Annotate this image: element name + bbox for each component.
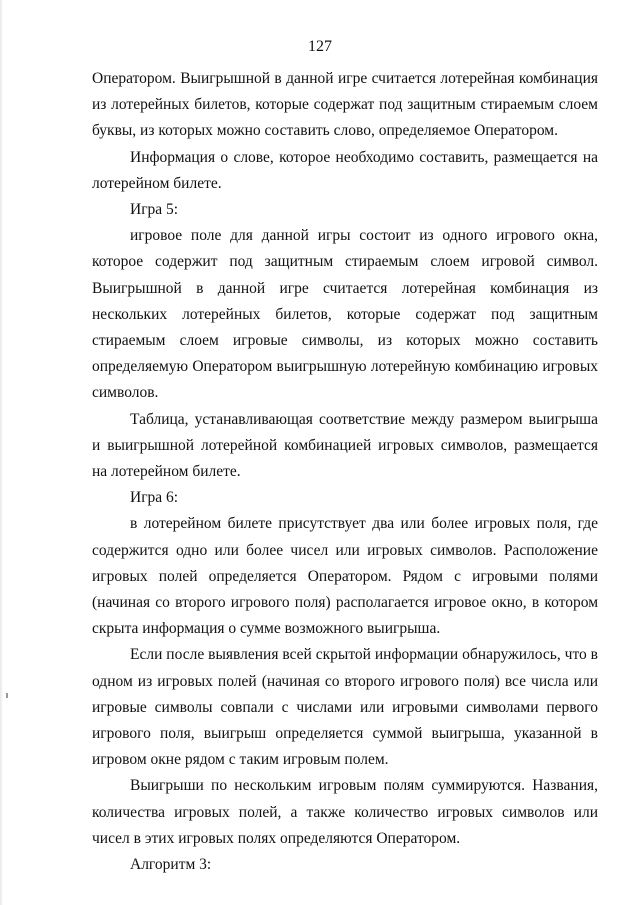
paragraph-word-info: Информация о слове, которое необходимо составить, размещается на лотерейном билете. [92,148,598,192]
paragraph-continuation: Оператором. Выигрышной в данной игре считается лотерейная комбинация из лотерейных билетов, которые содержат под защитным стираемым слоем буквы, из которых можно составить слово, определяемое Оператором. [92,70,598,140]
paragraph-game-6-description: в лотерейном билете присутствует два или более игровых поля, где содержится одно или более чисел или игровых символов. Расположение игровых полей определяется Оператором. Рядом с игровыми полями (начиная со второго игрового поля) располагается игровое окно, в котором скрыта информация о сумме возможного выигрыша. [92,515,598,638]
paragraph-hidden-info: Если после выявления всей скрытой информации обнаружилось, что в одном из игровых полей (начиная со второго игрового поля) все числа или игровые символы совпали с числами или игровыми символами первого игрового поля, выигрыш определяется суммой выигрыша, указанной в игровом окне рядом с таким игровым полем. [92,646,598,769]
heading-algorithm-3: Алгоритм 3: [130,856,212,874]
heading-game-5: Игра 5: [130,201,179,219]
heading-game-6: Игра 6: [130,489,179,507]
scan-left-edge [0,0,3,905]
paragraph-prize-table: Таблица, устанавливающая соответствие между размером выигрыша и выигрышной лотерейной комбинацией игровых символов, размещается на лотерейном билете. [92,410,598,481]
scan-edge-mark [6,693,8,698]
paragraph-game-5-description: игровое поле для данной игры состоит из одного игрового окна, которое содержит под защитным стираемым слоем игровой символ. Выигрышной в данной игре считается лотерейная комбинация из нескольких лотерейных билетов, которые содержат под защитным стираемым слоем игровые символы, из которых можно составить определяемую Оператором выигрышную лотерейную комбинацию игровых символов. [92,227,598,402]
document-body [92,66,598,878]
paragraph-prizes-summed: Выигрыши по нескольким игровым полям суммируются. Названия, количества игровых полей, а также количество игровых символов или чисел в этих игровых полях определяются Оператором. [92,777,598,847]
page-number: 127 [308,38,332,55]
